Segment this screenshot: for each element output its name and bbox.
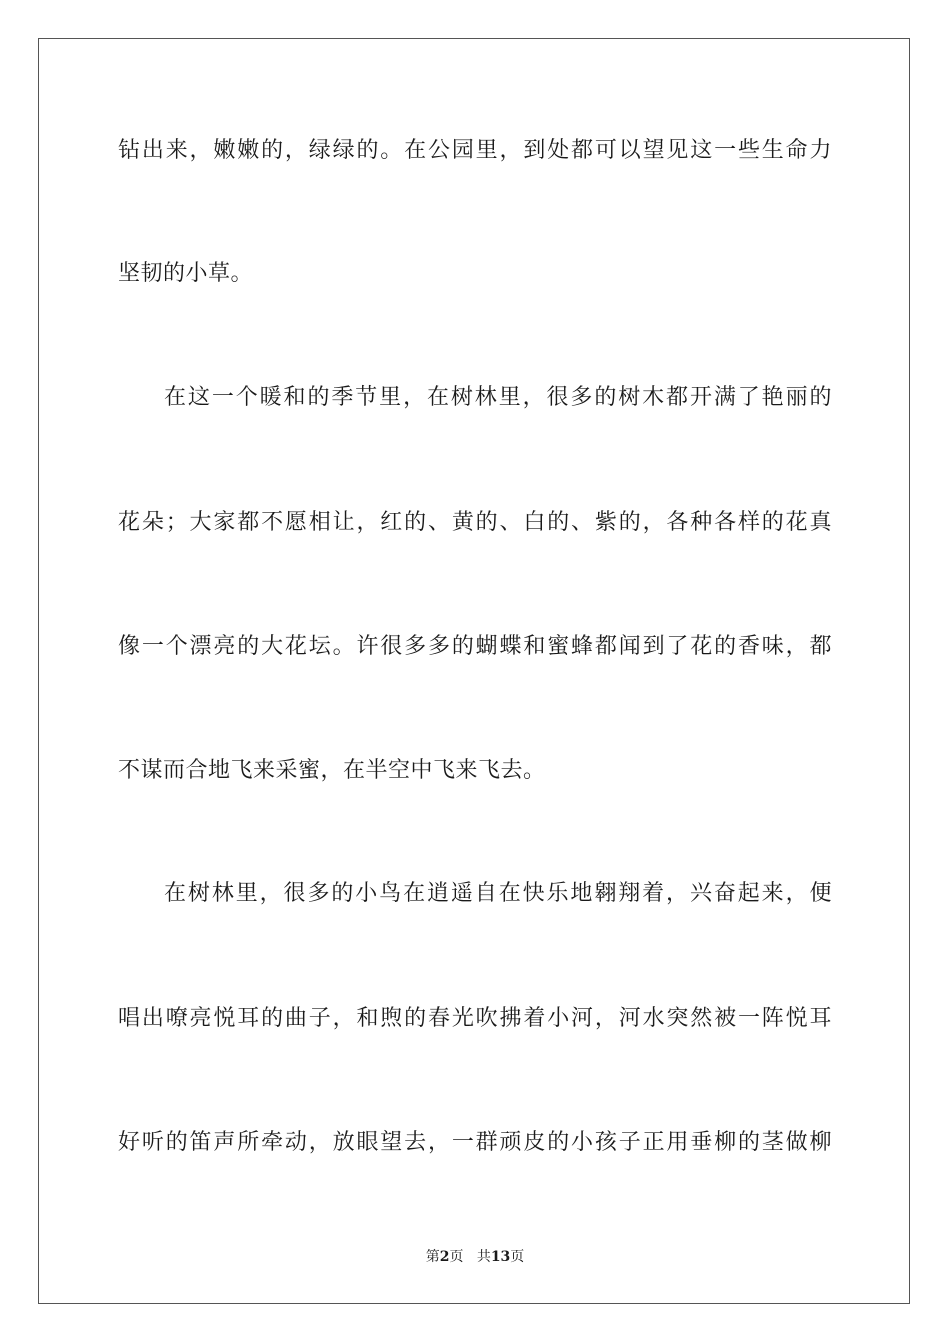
total-pages: 13 [490, 1249, 511, 1265]
text-line: 在树林里，很多的小鸟在逍遥自在快乐地翱翔着，兴奋起来，便 [164, 881, 832, 906]
text-line: 钻出来，嫩嫩的，绿绿的。在公园里，到处都可以望见这一些生命力 [118, 138, 832, 163]
page-suffix: 页 [449, 1249, 464, 1265]
text-line: 坚韧的小草。 [118, 261, 254, 286]
text-line: 花朵；大家都不愿相让，红的、黄的、白的、紫的，各种各样的花真 [118, 510, 832, 535]
page-frame [38, 38, 910, 1304]
text-line: 不谋而合地飞来采蜜，在半空中飞来飞去。 [118, 758, 546, 783]
page-footer [0, 1248, 950, 1266]
text-line: 在这一个暖和的季节里，在树林里，很多的树木都开满了艳丽的 [164, 385, 832, 410]
page-prefix: 第 [425, 1249, 440, 1265]
text-line: 像一个漂亮的大花坛。许很多多的蝴蝶和蜜蜂都闻到了花的香味，都 [118, 634, 832, 659]
page-number: 2 [439, 1249, 450, 1265]
text-line: 唱出嘹亮悦耳的曲子，和煦的春光吹拂着小河，河水突然被一阵悦耳 [118, 1006, 832, 1031]
text-line: 好听的笛声所牵动，放眼望去，一群顽皮的小孩子正用垂柳的茎做柳 [118, 1130, 832, 1155]
total-prefix: 共 [476, 1249, 491, 1265]
total-suffix: 页 [510, 1249, 525, 1265]
